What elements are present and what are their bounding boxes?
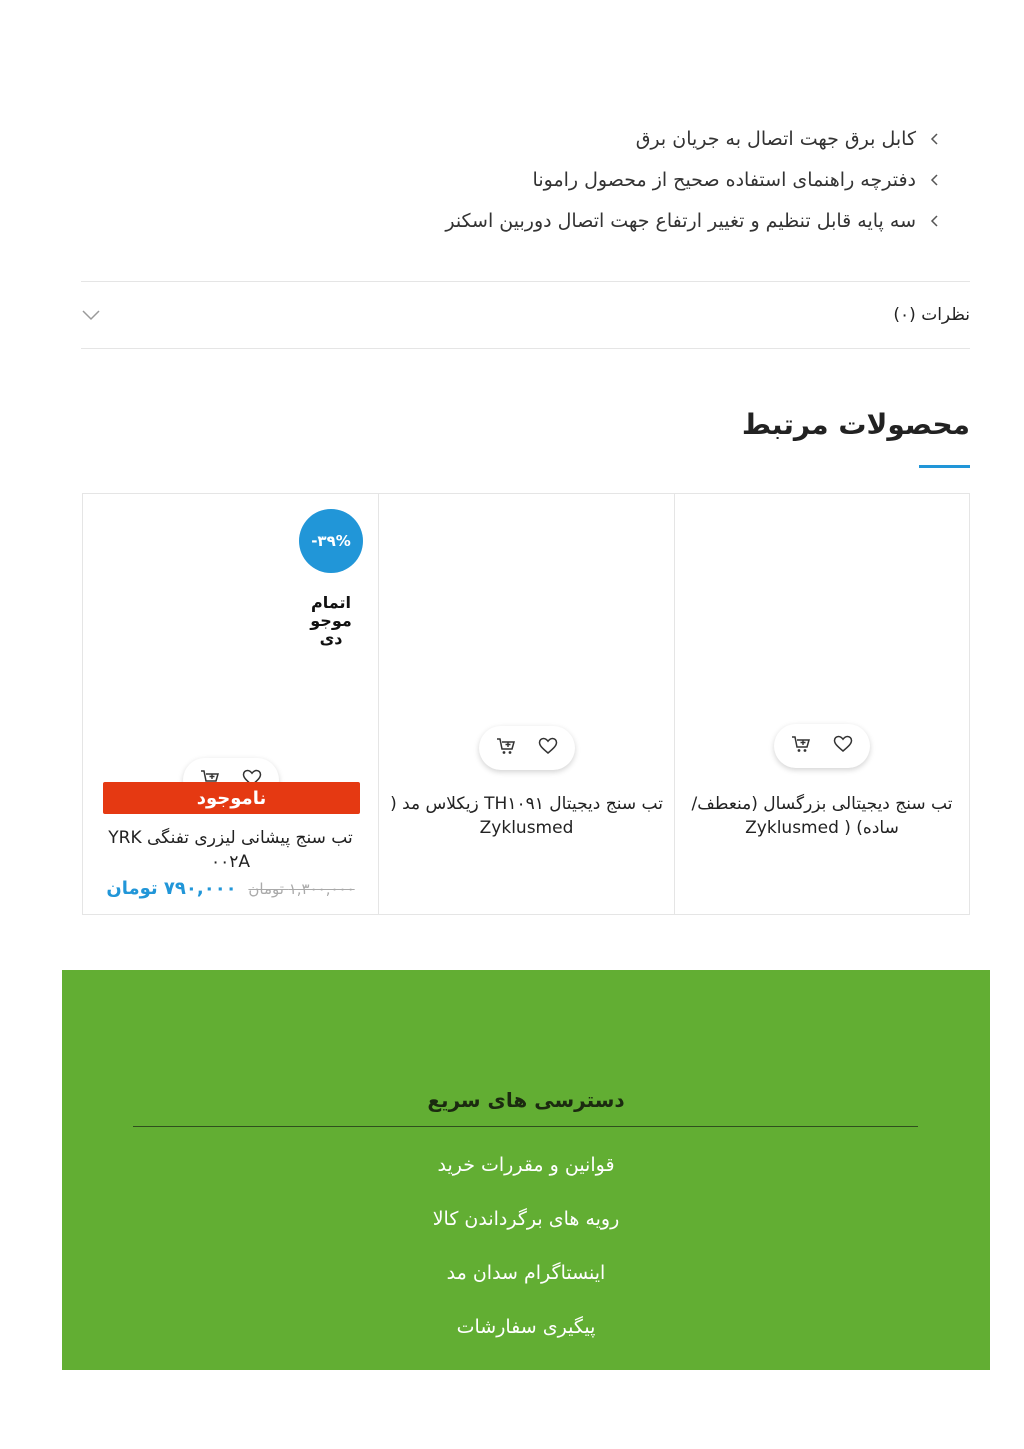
footer — [62, 970, 990, 1370]
reviews-accordion[interactable] — [81, 282, 970, 348]
old-price: ۱,۳۰۰,۰۰۰ تومان — [248, 880, 355, 898]
footer-title: دسترسی های سریع — [427, 1088, 625, 1112]
feature-item — [80, 200, 944, 241]
product-name[interactable]: تب سنج دیجیتالی بزرگسال (منعطف/ساده) ( Zyklusmed — [691, 794, 953, 838]
feature-item — [80, 118, 944, 159]
chevron-left-icon — [926, 130, 944, 148]
heart-icon[interactable] — [833, 735, 853, 757]
stock-note: اتمام موجو دی — [310, 593, 352, 648]
product-actions — [774, 724, 870, 768]
product-actions — [479, 726, 575, 770]
chevron-down-icon[interactable] — [81, 306, 101, 325]
product-name[interactable]: تب سنج دیجیتال TH۱۰۹۱ زیکلاس مد ( Zyklusmed — [390, 794, 663, 838]
divider — [81, 348, 970, 349]
product-card[interactable] — [82, 493, 378, 915]
add-to-cart-icon[interactable] — [791, 734, 811, 758]
new-price: ۷۹۰,۰۰۰ تومان — [106, 878, 237, 899]
footer-link-returns[interactable]: رویه های برگرداندن کالا — [432, 1208, 620, 1230]
reviews-label: نظرات (۰) — [893, 305, 970, 325]
chevron-left-icon — [926, 171, 944, 189]
product-card[interactable] — [674, 493, 970, 915]
feature-text: دفترچه راهنمای استفاده صحیح از محصول رامونا — [532, 168, 916, 191]
related-products-title: محصولات مرتبط — [741, 408, 970, 441]
heart-icon[interactable] — [538, 737, 558, 759]
footer-link-order-tracking[interactable]: پیگیری سفارشات — [456, 1316, 596, 1338]
footer-link-terms[interactable]: قوانین و مقررات خرید — [437, 1154, 615, 1176]
add-to-cart-icon[interactable] — [496, 736, 516, 760]
feature-text: کابل برق جهت اتصال به جریان برق — [635, 127, 916, 150]
related-products-grid — [81, 493, 970, 915]
feature-text: سه پایه قابل تنظیم و تغییر ارتفاع جهت اتصال دوربین اسکنر — [445, 209, 916, 232]
chevron-left-icon — [926, 212, 944, 230]
feature-item — [80, 159, 944, 200]
footer-divider — [133, 1126, 918, 1127]
feature-list — [80, 118, 944, 241]
title-underline — [919, 465, 970, 468]
discount-badge: -۳۹% — [299, 509, 363, 573]
footer-link-instagram[interactable]: اینستاگرام سدان مد — [446, 1262, 606, 1284]
product-card[interactable] — [378, 493, 674, 915]
out-of-stock-badge: ناموجود — [103, 782, 360, 814]
product-name[interactable]: تب سنج پیشانی لیزری تفنگی YRK ۰۰۲A — [108, 828, 353, 872]
product-price — [93, 878, 368, 899]
